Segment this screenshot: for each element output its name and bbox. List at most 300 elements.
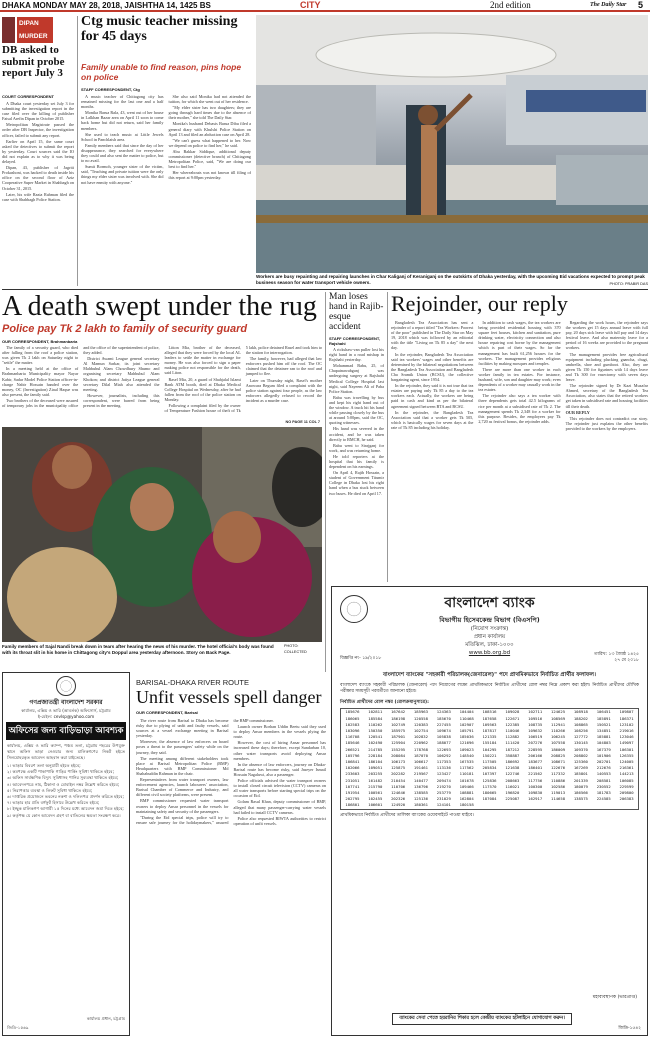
paragraph: Metropolitan Magistrate passed the order after DB Inspector, the investigation officer, failed to submit any report. (2, 122, 74, 138)
roll-number-cell: 107558 (551, 740, 566, 746)
story6-kicker: BARISAL-DHAKA RIVER ROUTE (136, 678, 249, 687)
victim-thumbnail (2, 17, 15, 43)
list-item: ৮। ইচ্ছুক মালিকগণ আগামী ১৫ দিনের মধ্যে আবেদন জমা দিতে হইবে; (7, 806, 124, 812)
paragraph: Following a complaint filed by the owner of Temperature Fashion house of theft of Tk 5 lakh, police detained Rasel and took him to the station for interrogation. (164, 345, 322, 414)
story5-headline: Rejoinder, our reply (391, 292, 568, 316)
story2-subheadline: Family unable to find reason, pins hope on police (81, 63, 242, 82)
roll-number-cell: 208084 (391, 752, 406, 758)
roll-number-cell: 210454 (391, 777, 406, 783)
photo1-caption-text: Workers are busy repainting and repairing launches in Char Kaliganj of Keraniganj on the outskirts of Dhaka yesterday, with the upcoming Eid vacations expected to prompt peak business season for water transport vehicle owners. (256, 274, 645, 285)
roll-number-cell: 185036 (459, 734, 474, 740)
roll-number-cell: 102811 (368, 709, 383, 715)
roll-number-cell: 183677 (528, 759, 543, 765)
roll-number-cell: 124920 (391, 802, 406, 808)
roll-number-cell: 109516 (528, 715, 543, 721)
roll-number-cell: 112882 (505, 734, 520, 740)
roll-number-cell: 102832 (413, 734, 428, 740)
roll-number-cell: 233603 (345, 771, 360, 777)
paragraph: She used to teach music at Little Jewels School in Panchlaish area. (81, 131, 164, 142)
roll-number-cell: 188202 (573, 715, 588, 721)
roll-number-cell: 105791 (459, 728, 474, 734)
roll-number-cell: 219567 (413, 771, 428, 777)
badge-label-2: MURDER (17, 30, 53, 43)
ad-left-code: জিডি-১৫৬৯ (7, 1025, 29, 1030)
roll-number-cell: 185584 (368, 715, 383, 721)
roll-number-cell: 102066 (345, 765, 360, 771)
list-item: ৩। অফিস সার্বক্ষণিক বিদ্যুৎ সুবিধাসহ পানির সুব্যবস্থা থাকিতে হইবে; (7, 775, 119, 781)
paragraph: Babu was travelling by bus and kept his right hand out of the window. A truck hit his hand while passing closely by the bus at around 5:00pm, said the OC, quoting witnesses. (329, 394, 384, 426)
story6-byline: OUR CORRESPONDENT, Barisal (136, 710, 198, 715)
roll-number-cell: 185646 (345, 740, 360, 746)
roll-number-cell: 101906 (596, 752, 611, 758)
roll-number-cell: 140553 (596, 771, 611, 777)
ad-right-addr: মতিঝিল, ঢাকা-১০০০ (465, 642, 514, 648)
roll-number-cell: 167379 (596, 746, 611, 752)
list-item: ১। ভাড়ার বিবরণ তলা অনুযায়ী হইতে হইবে; (7, 763, 81, 768)
launch-repair-photo (256, 15, 648, 273)
paragraph: In the rejoinder, they said it is not true that tea estates are paying only Tk 85 a day to the tea workers each. Actually, the workers are being paid in cash and kind as per the bilateral agreement signed between BTA and BCSU. (391, 383, 474, 409)
roll-number-cell: 124363 (436, 709, 451, 715)
paragraph: The river route from Barisal to Dhaka has become risky due to plying of unfit and faulty vessels, said sources at a vessel exchange meeting in Barisal yesterday. (136, 718, 229, 739)
roll-number-cell: 106085 (619, 777, 634, 783)
roll-number-cell: 109674 (436, 728, 451, 734)
roll-number-cell: 117505 (482, 759, 497, 765)
roll-number-cell: 124625 (551, 709, 566, 715)
roll-number-cell: 205834 (482, 765, 497, 771)
roll-number-cell: 120383 (413, 721, 428, 727)
list-item: ৬। দাপ্তরিক প্রয়োজনে ভবনের নকশা ও দলিলপত্র প্রদর্শন করিতে হইবে; (7, 794, 124, 800)
roll-number-cell: 117562 (459, 765, 474, 771)
roll-number-cell: 102583 (345, 721, 360, 727)
paragraph: "My elder sister has two daughters; they are going through hard times due to the absence of their mother," she told The Daily Star. (168, 105, 251, 121)
roll-number-cell: 202326 (391, 796, 406, 802)
roll-number-cell: 180079 (573, 783, 588, 789)
roll-number-cell: 116021 (505, 783, 520, 789)
paragraph: Abu Bakkar Siddique, additional deputy commissioner (detective branch) of Chittagong Metropolitan Police, said, "We are doing our best to find her." (168, 148, 251, 170)
roll-number-cell: 187212 (505, 746, 520, 752)
roll-number-cell: 121696 (459, 740, 474, 746)
roll-number-cell: 106292 (436, 752, 451, 758)
roll-number-cell: 203255 (368, 771, 383, 777)
roll-number-cell: 102711 (528, 709, 543, 715)
paragraph: However, journalists, including this correspondent, were barred from being present in the meeting. (83, 392, 160, 409)
roll-number-cell: 110262 (368, 721, 383, 727)
roll-number-cell: 187901 (391, 734, 406, 740)
roll-number-cell: 122746 (505, 771, 520, 777)
roll-number-cell: 140477 (413, 777, 428, 783)
roll-number-cell: 105838 (436, 734, 451, 740)
page-number: 5 (638, 0, 644, 10)
roll-number-cell: 206383 (619, 796, 634, 802)
paragraph: "During the Eid special trips, police will try to ensure safe journey for the holidaymakers," assured the BMP commissioner. (136, 718, 274, 825)
roll-number-cell: 138585 (413, 790, 428, 796)
paragraph: A Dhaka court yesterday set July 3 for submitting the investigation report in the case filed over the killing of publisher Faisal Arefin Dipan in October 2015. (2, 101, 74, 122)
roll-number-cell: 191954 (345, 790, 360, 796)
roll-number-cell: 109028 (505, 709, 520, 715)
roll-number-cell: 180158 (459, 802, 474, 808)
roll-number-cell: 120558 (413, 715, 428, 721)
roll-number-cell: 106451 (596, 709, 611, 715)
roll-number-cell: 167535 (459, 759, 474, 765)
paragraph: On April 4, Rajib Hossain, a student of Government Titumir College in Dhaka lost his right hand when a bus stuck between two buses. He died on April 17. (329, 470, 384, 496)
roll-number-cell: 119013 (551, 790, 566, 796)
paragraph: Two brothers of the deceased were assured of temporary jobs in the municipality office and the office of the superintendent of police, they added. (2, 345, 160, 409)
roll-number-cell: 109466 (459, 783, 474, 789)
ad-right-slogan: ব্যাংকের সেবা পেতে হয়রানির শিকার হলে কেন্দ্রীয় ব্যাংকের হটলাইনে যোগাযোগ করুন। (392, 1013, 572, 1026)
roll-number-cell: 155184 (482, 740, 497, 746)
ad-left-web: ই-মেইল: cevlsp@yahoo.com (37, 713, 95, 719)
roll-number-cell: 106601 (368, 802, 383, 808)
paragraph: Police officials advised the water transport owners to install closed circuit television (CCTV) cameras on all water transports before starting special trips on the occasion of Eid. (233, 778, 326, 799)
paragraph: Dipan, 43, publisher of Jagriti Prokashoni, was hacked to death inside his office on the second floor of Aziz Cooperative Super Market in Shahbagh on October 31, 2015. (2, 165, 74, 191)
paragraph: Bangladesh Tea Association has sent a rejoinder of a report titled "Tea Workers: Poorest of the poor" published in The Daily Star on May 19, 2018 which was followed by an editorial with the title "Living on Tk 85 a day" the next day. (391, 320, 474, 351)
roll-number-cell: 117756 (528, 777, 543, 783)
roll-number-cell: 108516 (482, 709, 497, 715)
paragraph: The management provides free agricultural equipment including plucking gaancha, chugi, umbrella, shoe and gumboot. Also, they are given Tk 150 for figurines with 14 days leave and Tk 300 for vasectomy with seven days leave. (565, 351, 648, 383)
photo2-credit: PHOTO: COLLECTED (284, 644, 307, 654)
paragraph: Family members said that since the day of her disappearance, they searched for everywhere they could and also sent the matter to police, but to no avail. (81, 142, 164, 164)
paragraph: "We can't guess what happened to her. Now we depend on police to find her," he said. (168, 137, 251, 148)
paragraph: She also said Monika had not attended the tuition, for which she went out of her residence. (168, 94, 251, 105)
roll-number-cell: 187658 (482, 715, 497, 721)
roll-number-cell: 208825 (551, 752, 566, 758)
paragraph: In a meeting held at the office of Brahmanbaria Municipality mayor Nayar Kabir, Sadar Model Police Station officer-in-charge Nabir Hossain handed over the money, OC (Investigation) Ziaul Haque was also present, the family said. (2, 366, 79, 397)
photo1-caption (256, 274, 648, 288)
paragraph: The meeting among different stakeholders took place at Barisal Metropolitan Police (BMP) Headquarters with BMP Commissioner Md Shahabuddin Rahman in the chair. (136, 755, 229, 776)
roll-number-cell: 109830 (528, 790, 543, 796)
roll-number-cell: 202795 (345, 796, 360, 802)
roll-number-cell: 185975 (391, 728, 406, 734)
paper-name: The Daily Star (590, 2, 627, 8)
ad-right-sub: (নিয়োগ সংক্রান্ত) (470, 626, 509, 632)
roll-number-cell: 127772 (573, 734, 588, 740)
column-divider (77, 16, 78, 286)
roll-number-cell: 220962 (413, 740, 428, 746)
story5-body (391, 320, 648, 580)
roll-number-cell: 109807 (619, 709, 634, 715)
roll-number-cell: 229599 (619, 783, 634, 789)
ad-left-office: কার্যালয়, এক্সিয় ও ভারি (আবর্তক) অফিসোর্স, চট্টগ্রাম (21, 708, 111, 713)
story2-headline: Ctg music teacher missing for 45 days (81, 14, 238, 44)
roll-number-cell: 185963 (413, 709, 428, 715)
roll-number-cell: 181783 (596, 790, 611, 796)
roll-number-cell: 180665 (482, 790, 497, 796)
roll-number-cell: 230552 (596, 783, 611, 789)
roll-number-cell: 109023 (459, 746, 474, 752)
roll-number-cell: 109370 (573, 746, 588, 752)
govt-office-rent-ad (2, 672, 130, 1036)
roll-number-cell: 201339 (573, 777, 588, 783)
roll-number-cell: 186801 (345, 802, 360, 808)
paragraph: In the absence of law enforcers, journey on Dhaka-Barisal route has become risky, said Jaseyer Ismail Hossain Nagaluwi, also a passenger. (233, 761, 326, 777)
roll-number-cell: 207276 (528, 740, 543, 746)
roll-number-cell: 112941 (551, 721, 566, 727)
paragraph: However, the cost of hiring Ansar personnel has increased these days; therefore, except Sundarban 10, other water transports avoid deploying Ansar members. (233, 740, 326, 761)
ad-right-intro: বাংলাদেশ ব্যাংকে সহকারী পরিচালক (জেনারেল) পদে নিয়োগের লক্ষ্যে প্রাথমিকভাবে নির্বাচিত প্রার্থীদের রোল নম্বর নিম্নে প্রকাশ করা হইল। নির্বাচিত প্রার্থীদের মৌখিক পরীক্ষার সময়সূচী পরবর্তীতে জানানো হইবে। (340, 683, 639, 695)
photo2-caption (2, 644, 322, 666)
roll-number-cell: 110046 (505, 728, 520, 734)
roll-number-cell: 117353 (436, 759, 451, 765)
roll-number-cell: 358887 (505, 752, 520, 758)
roll-number-cell: 148540 (459, 752, 474, 758)
roll-number-cell: 266521 (345, 746, 360, 752)
roll-number-cell: 144213 (619, 771, 634, 777)
roll-number-cell: 106173 (391, 759, 406, 765)
roll-number-cell: 113136 (436, 765, 451, 771)
ad-right-dept: বিভাগীয় হিসেবকেন্দ্র বিভাগ (বিএসপি) (439, 616, 540, 624)
roll-number-cell: 185801 (573, 771, 588, 777)
govt-seal-icon (56, 676, 76, 696)
ad-right-title: বাংলাদেশ ব্যাংকের "সহকারী পরিচালক(জেনারেল)" পদে প্রাথমিকভাবে নির্বাচিত প্রার্থীর ফলাফল। (383, 672, 596, 678)
roll-number-cell: 186566 (573, 790, 588, 796)
roll-number-cell: 196820 (505, 790, 520, 796)
roll-number-cell: 108881 (459, 790, 474, 796)
paragraph: District Awami League general secretary Al Mamun Sarkar, its joint secretary Mahbubul Alam Chowdhury Shumo and organising secretary Mahbubul Alam Khokon; and district Jatiya League general secretary Dilal Miah also attended the meeting. (83, 356, 160, 392)
roll-number-cell: 124005 (619, 759, 634, 765)
roll-number-cell: 105796 (345, 752, 360, 758)
roll-number-cell: 106301 (619, 746, 634, 752)
list-item: ৫। নিরাপত্তার ব্যবস্থা ও লিফট সুবিধা থাকিতে হইবে; (7, 787, 93, 793)
roll-number-cell: 108918 (573, 709, 588, 715)
list-item: ৭। ভাড়ার হার প্রতি বর্গফুট হিসাবে উল্লেখ করিতে হইবে; (7, 800, 100, 806)
paragraph: His hand was severed in the accident, and he was taken directly to RMCH, he said. (329, 426, 384, 442)
roll-number-cell: 110266 (551, 728, 566, 734)
paragraph: Monika Barua Rala, 43, went out of her house in Lalkhan Bazar area on April 11 soon to come back home but did not return, said her family members. (81, 110, 164, 131)
roll-number-cell: 167269 (573, 765, 588, 771)
roll-number-cell: 122671 (505, 715, 520, 721)
paragraph: Regarding the work hours, the rejoinder says the workers get 15 days annual leave with full pay, 20 days sick leave with full pay and 14 days festival leave. And also maternity leave for a period of 16 weeks are provided to the pregnant workers. (565, 320, 648, 351)
roll-number-cell: 161482 (368, 777, 383, 783)
roll-number-cell: 108256 (573, 728, 588, 734)
paragraph: Rasel Mia, 20, a guard of Shahjalal Islami Bank ATM booth, died at Dhaka Medical College Hospital on Wednesday, after he had fallen from the roof of the police station on Monday. (164, 376, 241, 402)
roll-number-cell: 116708 (345, 734, 360, 740)
roll-number-cell: 188077 (436, 740, 451, 746)
story1-byline: COURT CORRESPONDENT (2, 94, 55, 99)
roll-number-cell: 186198 (391, 715, 406, 721)
roll-number-cell: 187070 (413, 752, 428, 758)
roll-number-cell: 209800 (619, 790, 634, 796)
paragraph: Litton Mia, brother of the deceased, alleged that they were forced by the local AL leaders to settle the matter in exchange for money. He was also forced to sign a paper making police not responsible for the death, said Liton. (164, 345, 241, 376)
family-grief-photo (2, 427, 322, 642)
roll-number-cell: 228184 (368, 752, 383, 758)
roll-number-cell: 202282 (391, 771, 406, 777)
paragraph: The rejoinder also says a tea worker with three dependents gets total 42.5 kilograms of rice per month at a subsidised rate of Tk 2. The management spends Tk 2,348 for a worker for this purpose. Besides, the employees pay Tk 2,720 as festival bonus, the rejoinder adds. (478, 393, 561, 424)
paragraph: BMP commissioner requested water transport owners to deploy Ansar personnel in the vessels for maintaining safety and security of the passengers. (136, 798, 229, 814)
ad-left-title: অফিসের জন্য বাড়িভাড়া আবশ্যক (6, 722, 126, 740)
ad-left-intro: কার্যালয়, এক্সিয় ও ভারি ক্যাম্প, পঞ্চম তলা, চট্টগ্রাম শহরের উপযুক্ত স্থানে অফিস ভাড়া নেওয়ার জন্য মালিকগণের নিকট হইতে সিলমোহরকৃত আবেদন আহবান করা যাইতেছে। (7, 743, 125, 760)
roll-number-cell: 122676 (551, 765, 566, 771)
column-divider (387, 292, 388, 582)
roll-number-cell: 100300 (528, 783, 543, 789)
paragraph: The family of a security guard, who died after falling from the roof a police station, was given Tk 2 lakh on Saturday night to "settle" the matter. (2, 345, 79, 366)
roll-number-cell: 185670 (436, 715, 451, 721)
roll-number-cell: 124101 (436, 802, 451, 808)
roll-number-cell: 117332 (551, 771, 566, 777)
roll-number-cell: 104295 (482, 746, 497, 752)
list-item: ৯। কর্তৃপক্ষ যে কোন আবেদন গ্রহণ বা বাতিলের ক্ষমতা সংরক্ষণ করে। (7, 812, 121, 818)
roll-number-cell: 185891 (596, 715, 611, 721)
roll-number-cell: 110706 (391, 783, 406, 789)
bank-logo-icon (340, 595, 368, 623)
paragraph: Later, his wife Razia Rahman filed the case with Shahbagh Police Station. (2, 191, 74, 202)
ad-left-sign: কার্যালয় প্রধান, চট্টগ্রাম (86, 1016, 125, 1021)
murder-badge (2, 17, 53, 43)
photo1-credit: PHOTO: PRABIR DAS (609, 282, 648, 287)
ad-right-notice-no: বিজ্ঞপ্তি নং- ১৯/২০১৮ (340, 656, 382, 661)
list-item: ৪। আবেদনপত্রে নাম, ঠিকানা ও মোবাইল নম্বর উল্লেখ করিতে হইবে; (7, 781, 120, 787)
paragraph: There are more than one worker in each worker family in tea estates. For instance, husband, wife, son and daughter may work; even dependents of a worker may casually work in the tea estates. (478, 366, 561, 393)
roll-number-cell: 138575 (573, 796, 588, 802)
roll-number-cell: 186009 (551, 746, 566, 752)
roll-number-cell: 208802 (573, 752, 588, 758)
ad-right-web: www.bb.org.bd (468, 650, 511, 656)
ad-right-footer2: মহাব্যবস্থাপক (ভারপ্রাপ্ত) (592, 995, 637, 1000)
story3-subheadline: Police pay Tk 2 lakh to family of security guard (2, 323, 248, 335)
roll-number-cell: 125136 (413, 796, 428, 802)
story4-body (329, 347, 384, 587)
roll-number-cell: 212676 (596, 765, 611, 771)
roll-number-cell: 108671 (551, 759, 566, 765)
roll-number-cell: 108569 (551, 715, 566, 721)
paragraph: Babu went to Sirajganj for work, and was returning home. (329, 442, 384, 453)
roll-number-cell: 186401 (528, 765, 543, 771)
story3-headline: A death swept under the rug (2, 292, 317, 322)
paragraph: He told reporters at the hospital that his family is dependent on his earnings. (329, 453, 384, 470)
roll-number-cell: 209474 (436, 777, 451, 783)
roll-number-cell: 106519 (528, 734, 543, 740)
roll-number-cell: 104803 (596, 740, 611, 746)
roll-number-cell: 100561 (368, 790, 383, 796)
roll-number-cell: 102749 (391, 721, 406, 727)
roll-number-cell: 109563 (482, 721, 497, 727)
roll-number-cell: 123427 (436, 771, 451, 777)
roll-number-cell: 219016 (619, 728, 634, 734)
roll-number-cell: 125360 (573, 759, 588, 765)
story3-byline: OUR CORRESPONDENT, Brahmanbaria (2, 339, 78, 344)
reply-label: OUR REPLY (565, 409, 590, 415)
paragraph: Moreover, the absence of law enforcers on board poses a threat to the passengers' safety while on the journey, they said. (136, 739, 229, 755)
roll-number-cell: 208581 (596, 777, 611, 783)
roll-number-cell: 167642 (391, 709, 406, 715)
roll-number-cell: 122385 (505, 721, 520, 727)
paragraph: This rejoinder does not contradict our story. The rejoinder just explains the other benefits provided to the workers by the employers. (565, 415, 648, 431)
roll-number-cell: 102586 (551, 783, 566, 789)
roll-number-cell: 107397 (482, 771, 497, 777)
roll-number-cell: 221562 (528, 771, 543, 777)
ad-right-bank: বাংলাদেশ ব্যাংক (444, 595, 535, 611)
paragraph: Launch owner Borhan Uddin Beetu said they used to deploy Ansar members in the vessels plying the route. (233, 724, 326, 740)
roll-number-cell: 178768 (413, 746, 428, 752)
roll-number-cell: 149097 (619, 740, 634, 746)
story6-body (136, 718, 326, 1036)
roll-number-cell: 110181 (459, 771, 474, 777)
roll-number-cell: 108865 (573, 721, 588, 727)
roll-number-cell: 208663 (505, 777, 520, 783)
roll-number-cell: 126355 (619, 752, 634, 758)
ad-right-office: প্রধান কার্যালয় (473, 634, 506, 640)
roll-number-cell: 102490 (368, 740, 383, 746)
roll-number-cell: 110886 (551, 777, 566, 783)
launch-scene-illustration (256, 15, 648, 273)
roll-number-cell: 231029 (436, 796, 451, 802)
roll-number-cell: 186104 (368, 759, 383, 765)
roll-number-cell: 224585 (596, 796, 611, 802)
ad-right-table-head: নির্বাচিত প্রার্থীদের রোল নম্বর (রোলক্রমানুসারে): (340, 700, 429, 706)
roll-number-cell: 215790 (368, 783, 383, 789)
paragraph: In the rejoinder, Bangladesh Tea Association said tea workers' wages and other benefits are determined by the bilateral negotiations between the Bangladesh Tea Association and Bangladesh Cha Sramik Union (BCSU), the collective bargaining agent, since 1954. (391, 351, 474, 383)
roll-number-cell: 109632 (528, 728, 543, 734)
roll-number-cell: 185881 (596, 734, 611, 740)
paragraph: Representatives from water transport owners, law enforcement agencies, launch labourers' association, Barisal Chamber of Commerce and Industry, and different civil society platforms, were present. (136, 777, 229, 798)
roll-number-cell: 253779 (436, 790, 451, 796)
roll-number-cell: 125836 (482, 777, 497, 783)
roll-number-cell: 191461 (413, 765, 428, 771)
paragraph: Earlier on April 15, the same court asked the detectives to submit the report by yesterday. Court sources said the IO did not explain as to why it was being delayed. (2, 138, 74, 165)
roll-number-cell: 114658 (551, 796, 566, 802)
roll-number-cell: 121335 (482, 734, 497, 740)
roll-number-cell: 121638 (505, 765, 520, 771)
ad-right-footer1: প্রাথমিকভাবে নির্বাচিত প্রার্থীদের তালিকা ব্যাংকের ওয়েবসাইটে পাওয়া যাইবে। (340, 812, 474, 818)
paragraph: In the rejoinder, the Bangladesh Tea Association said that a worker gets Tk 505, which is basically wages for seven days at the rate of Tk 85 including his holiday. (391, 409, 474, 430)
roll-number-cell: 228595 (528, 746, 543, 752)
story3-continued: NO PAGE 11 COL 7 (285, 420, 320, 424)
list-item: ২। কমপক্ষে একটি পাকাপাকি গাড়ির পার্কিং সুবিধা থাকিতে হইবে; (7, 769, 114, 775)
roll-number-cell: 123102 (619, 721, 634, 727)
roll-number-cell: 162804 (459, 796, 474, 802)
roll-number-cell: 102907 (459, 721, 474, 727)
roll-number-cell: 102455 (368, 796, 383, 802)
roll-number-cell: 186371 (619, 715, 634, 721)
roll-number-cell: 103096 (345, 728, 360, 734)
roll-number-cell: 125904 (391, 740, 406, 746)
roll-number-cell: 106617 (413, 759, 428, 765)
roll-number-cell: 106245 (551, 734, 566, 740)
bangladesh-bank-ad (331, 586, 648, 1036)
roll-number-cell: 108735 (528, 721, 543, 727)
dateline: DHAKA MONDAY MAY 28, 2018, JAISHTHA 14, 1425 BS (2, 1, 211, 10)
roll-number-cell: 206166 (528, 752, 543, 758)
roll-number-cell: 150221 (482, 752, 497, 758)
roll-number-cell: 231051 (345, 777, 360, 783)
roll-number-cell: 106841 (345, 759, 360, 765)
roll-number-cell: 150521 (596, 721, 611, 727)
roll-number-cell: 109051 (368, 765, 383, 771)
paragraph: Police also requested BIWTA authorities to restrict operation of unfit vessels. (233, 815, 326, 826)
roll-number-cell: 117570 (482, 783, 497, 789)
badge-label-1: DIPAN (17, 17, 53, 30)
paragraph: A rickshaw-van puller lost his right hand in a road mishap in Rajshahi yesterday. (329, 347, 384, 363)
paragraph: The family, however, had alleged that law enforcers pushed him off the roof. The OC claimed that the detainee ran to the roof and jumped to flee. (245, 356, 322, 377)
paragraph: Mohammad Babu, 25, of Chapainawabganj was undergoing surgery at Rajshahi Medical College Hospital last night, said Nayeem Ali of Paba Police Station. (329, 363, 384, 394)
grief-scene-illustration (2, 427, 322, 642)
roll-number-cell: 122693 (436, 746, 451, 752)
section-rule (2, 289, 648, 290)
paragraph: In addition to cash wages, the tea workers are being provided residential housing with 370 square feet houses, kitchen and sanitation, pure drinking water, electricity connection and also house repairing cost borne by the management which is part of their wages. So far the management has built 61,256 houses for the workers. The management provides religious facilities by making mosques and temples. (478, 320, 561, 366)
roll-number-cell: 107741 (345, 783, 360, 789)
column-divider (325, 292, 326, 672)
ad-left-items (3, 761, 129, 821)
story4-headline: Man loses hand in Rajib-esque accident (329, 292, 384, 332)
roll-number-cell: 155295 (391, 746, 406, 752)
roll-number-cell: 102754 (413, 728, 428, 734)
roll-number-cell: 219270 (436, 783, 451, 789)
roll-number-cell: 185676 (345, 709, 360, 715)
paragraph: A music teacher of Chittagong city has remained missing for the last one and a half months. (81, 94, 164, 110)
paragraph: The rejoinder signed by Dr Kazi Muzafar Ahmed, secretary of the Bangladesh Tea Association, also states that the retired workers get taken in subsidised rate and housing facilities till their death. (565, 383, 648, 409)
roll-number-cell: 120541 (368, 734, 383, 740)
photo2-caption-text: Family members of Sajal Nandi break down in tears after hearing the news of his murder. The hotel official's body was found with its throat slit in his home in Chittagong city's Doppul area yesterday afternoon. Story on Back Page. (2, 644, 274, 655)
ad-left-gov: গণপ্রজাতন্ত্রী বাংলাদেশ সরকার (29, 699, 103, 706)
